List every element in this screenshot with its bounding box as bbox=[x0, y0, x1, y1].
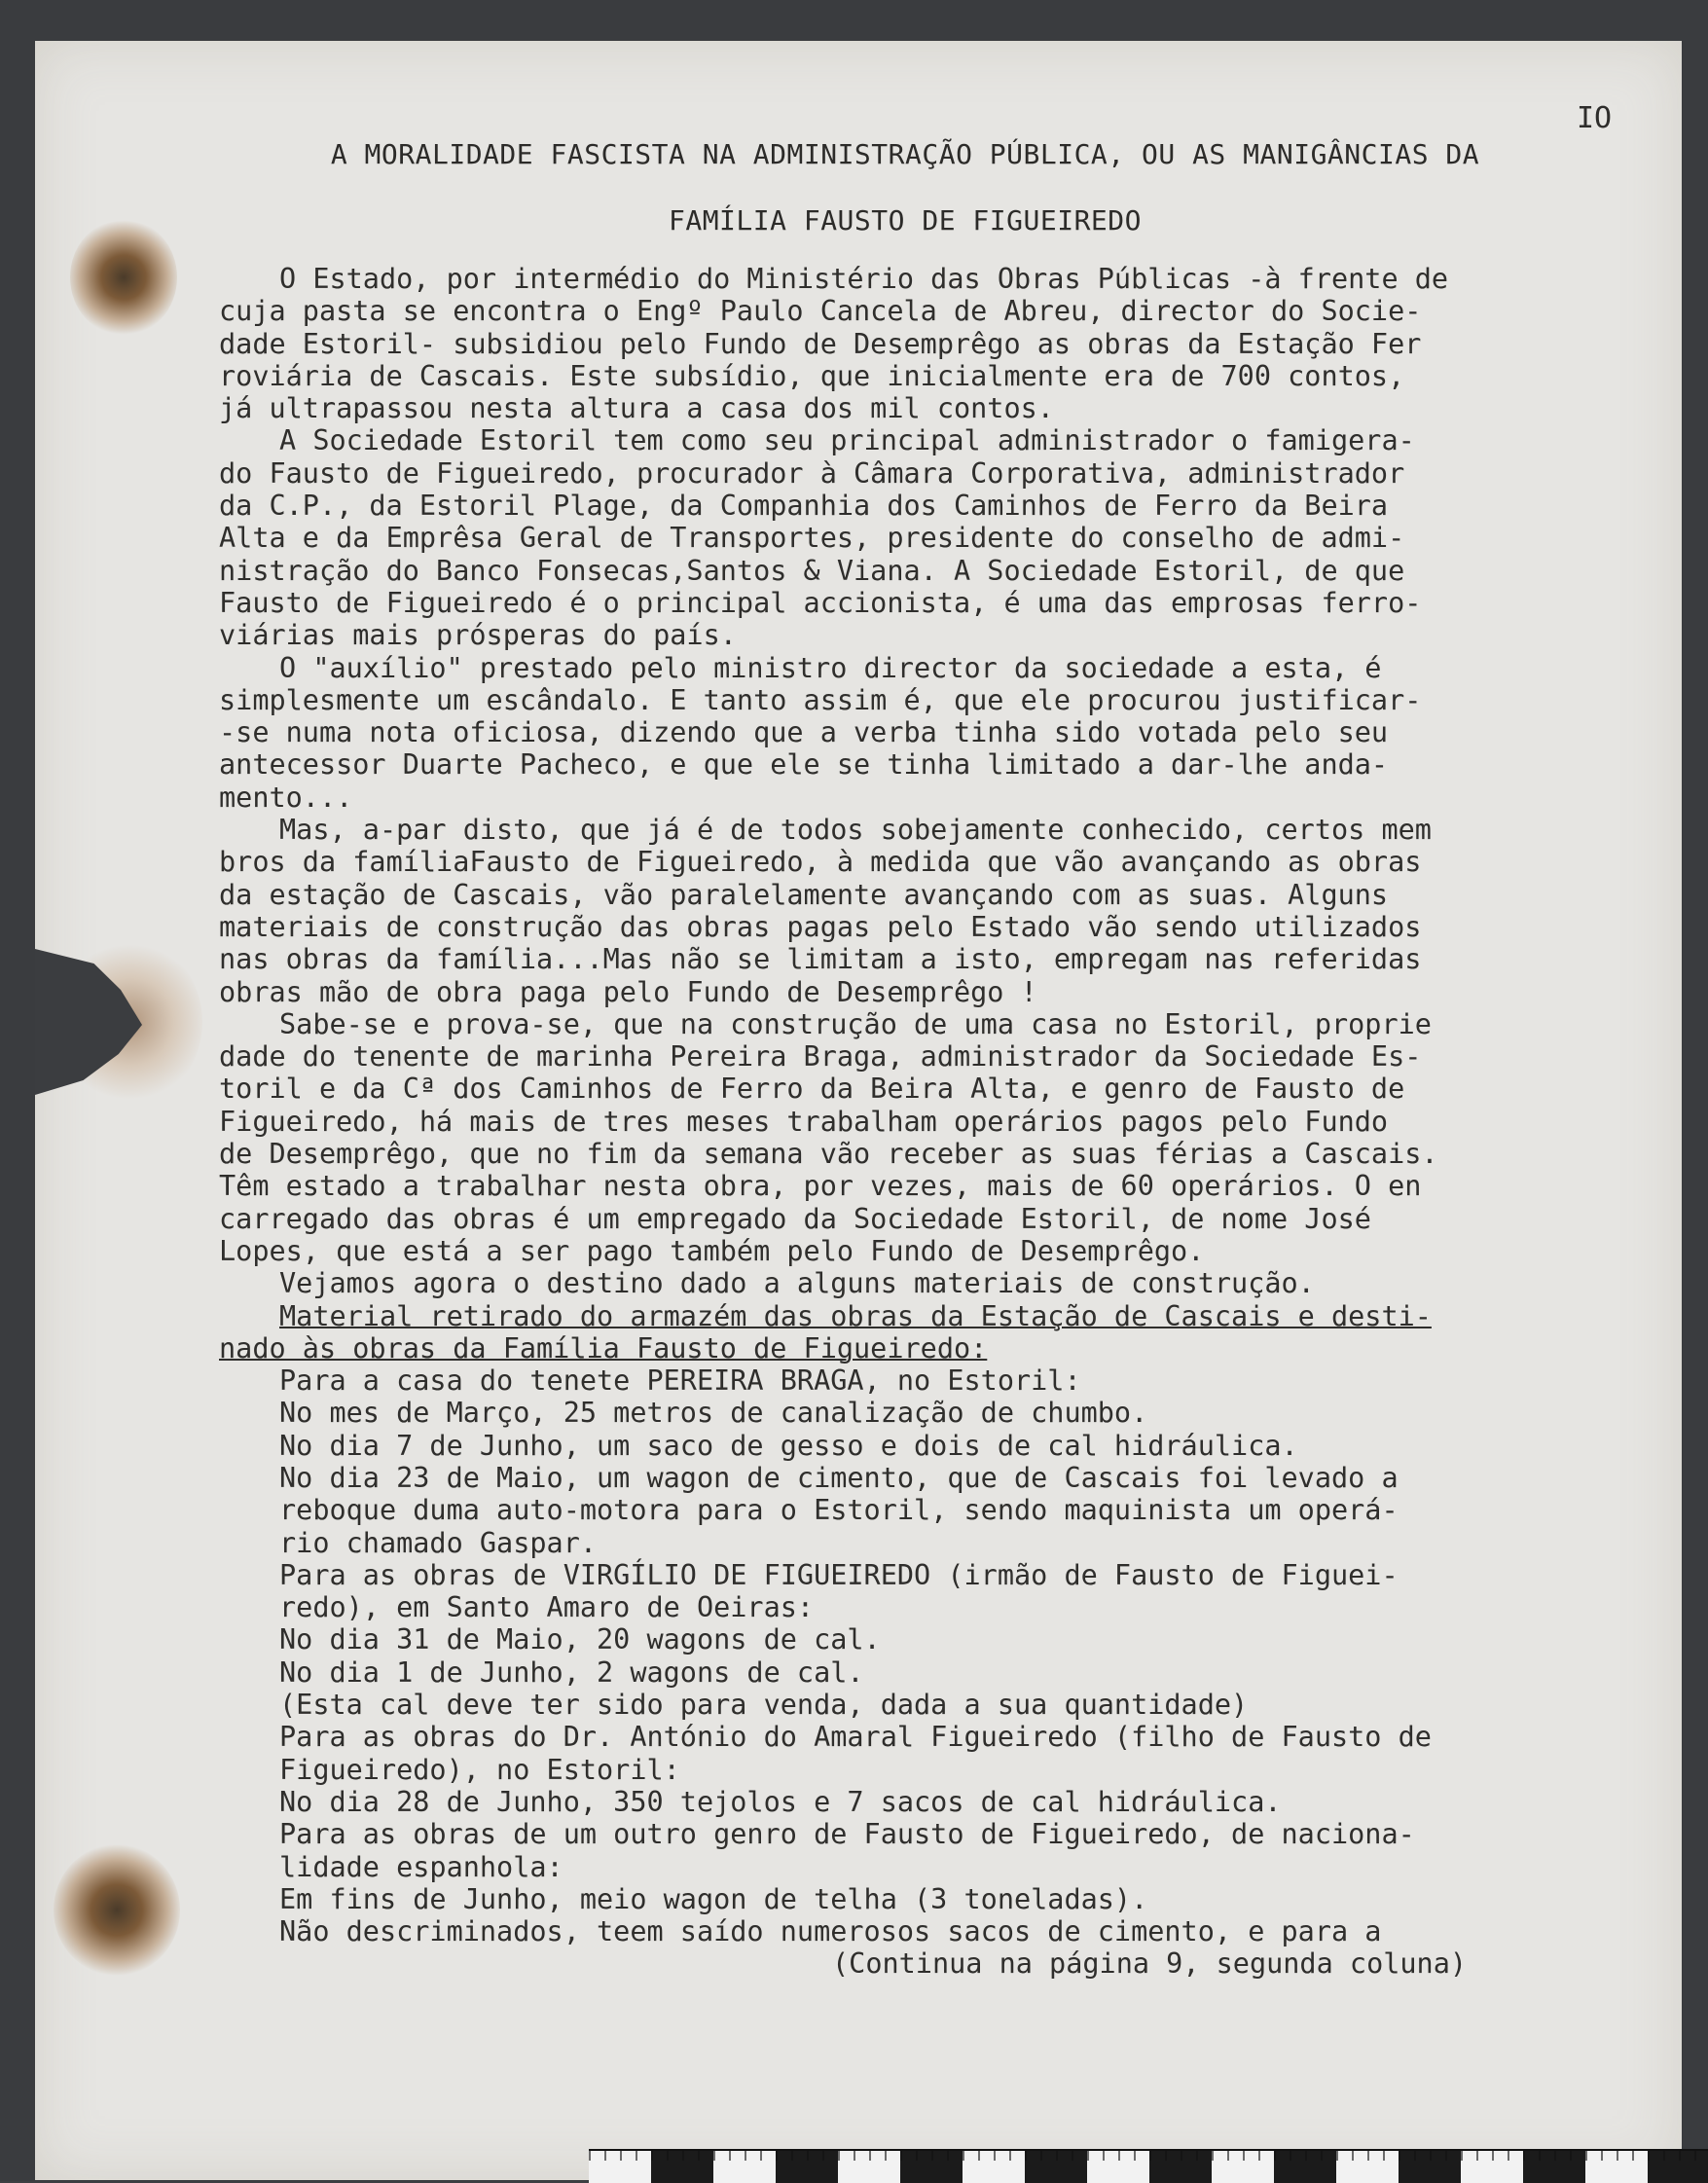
text-line: da C.P., da Estoril Plage, da Companhia dos Caminhos de Ferro da Beira bbox=[219, 490, 1389, 523]
text-line: Vejamos agora o destino dado a alguns materiais de construção. bbox=[279, 1267, 1315, 1300]
punch-hole-bottom bbox=[54, 1844, 180, 1976]
text-line: rio chamado Gaspar. bbox=[279, 1526, 598, 1559]
text-line: antecessor Duarte Pacheco, e que ele se tinha limitado a dar-lhe anda- bbox=[219, 748, 1389, 782]
text-line: viárias mais prósperas do país. bbox=[219, 619, 737, 652]
text-line: No dia 23 de Maio, um wagon de cimento, que de Cascais foi levado a bbox=[279, 1461, 1399, 1494]
text-line: Mas, a-par disto, que já é de todos sobejamente conhecido, certos mem bbox=[279, 814, 1432, 847]
text-line: materiais de construção das obras pagas pelo Estado vão sendo utilizados bbox=[219, 910, 1422, 943]
text-line: Fausto de Figueiredo é o principal accionista, é uma das emprosas ferro- bbox=[219, 586, 1422, 619]
text-line: Para as obras de VIRGÍLIO DE FIGUEIREDO (irmão de Fausto de Figuei- bbox=[279, 1558, 1399, 1591]
text-line: Para a casa do tenete PEREIRA BRAGA, no Estoril: bbox=[279, 1364, 1081, 1398]
text-line: redo), em Santo Amaro de Oeiras: bbox=[279, 1591, 815, 1624]
underlined-heading-line: Material retirado do armazém das obras da Estação de Cascais e desti- bbox=[279, 1299, 1432, 1332]
text-line: roviária de Cascais. Este subsídio, que inicialmente era de 700 contos, bbox=[219, 359, 1405, 392]
page-number: IO bbox=[1577, 101, 1613, 135]
text-line: No dia 31 de Maio, 20 wagons de cal. bbox=[279, 1623, 881, 1656]
text-line: No dia 1 de Junho, 2 wagons de cal. bbox=[279, 1655, 864, 1689]
text-line: dade Estoril- subsidiou pelo Fundo de Desemprêgo as obras da Estação Fer bbox=[219, 327, 1422, 360]
text-line: Alta e da Emprêsa Geral de Transportes, presidente do conselho de admi- bbox=[219, 522, 1405, 555]
text-line: (Esta cal deve ter sido para venda, dada a sua quantidade) bbox=[279, 1689, 1249, 1722]
text-line: cuja pasta se encontra o Engº Paulo Cancela de Abreu, director do Socie- bbox=[219, 295, 1422, 328]
text-line: de Desemprêgo, que no fim da semana vão receber as suas férias a Cascais. bbox=[219, 1138, 1438, 1171]
text-line: obras mão de obra paga pelo Fundo de Desemprêgo ! bbox=[219, 975, 1037, 1008]
text-line: toril e da Cª dos Caminhos de Ferro da Beira Alta, e genro de Fausto de bbox=[219, 1073, 1405, 1106]
text-line: O Estado, por intermédio do Ministério das Obras Públicas -à frente de bbox=[279, 263, 1449, 295]
text-line: A Sociedade Estoril tem como seu principal administrador o famigera- bbox=[279, 424, 1415, 457]
text-line: Para as obras de um outro genro de Fausto de Figueiredo, de naciona- bbox=[279, 1818, 1415, 1851]
text-line: reboque duma auto-motora para o Estoril, sendo maquinista um operá- bbox=[279, 1494, 1399, 1527]
text-line: nas obras da família...Mas não se limitam a isto, empregam nas referidas bbox=[219, 943, 1422, 976]
text-line: mento... bbox=[219, 781, 353, 814]
text-line: Sabe-se e prova-se, que na construção de uma casa no Estoril, proprie bbox=[279, 1007, 1432, 1040]
text-line: Para as obras do Dr. António do Amaral Figueiredo (filho de Fausto de bbox=[279, 1721, 1432, 1754]
title-line-2: FAMÍLIA FAUSTO DE FIGUEIREDO bbox=[668, 204, 1142, 236]
text-line: No mes de Março, 25 metros de canalização de chumbo. bbox=[279, 1397, 1148, 1430]
article-body bbox=[219, 263, 1640, 1981]
text-line: No dia 28 de Junho, 350 tejolos e 7 sacos de cal hidráulica. bbox=[279, 1785, 1282, 1818]
text-line: Lopes, que está a ser pago também pelo Fundo de Desemprêgo. bbox=[219, 1234, 1205, 1267]
text-line: Em fins de Junho, meio wagon de telha (3 toneladas). bbox=[279, 1882, 1148, 1915]
text-line: Figueiredo), no Estoril: bbox=[279, 1753, 680, 1786]
text-line: lidade espanhola: bbox=[279, 1850, 563, 1883]
text-line: O "auxílio" prestado pelo ministro director da sociedade a esta, é bbox=[279, 651, 1382, 684]
text-line: carregado das obras é um empregado da Sociedade Estoril, de nome José bbox=[219, 1202, 1371, 1235]
text-line: já ultrapassou nesta altura a casa dos mil contos. bbox=[219, 392, 1054, 425]
text-line: Não descriminados, teem saído numerosos sacos de cimento, e para a bbox=[279, 1915, 1382, 1948]
underlined-heading-line: nado às obras da Família Fausto de Figueiredo: bbox=[219, 1331, 988, 1364]
text-line: bros da famíliaFausto de Figueiredo, à medida que vão avançando as obras bbox=[219, 846, 1422, 879]
text-line: Figueiredo, há mais de tres meses trabalham operários pagos pelo Fundo bbox=[219, 1105, 1389, 1138]
punch-hole-top bbox=[70, 219, 177, 336]
text-line: dade do tenente de marinha Pereira Braga, administrador da Sociedade Es- bbox=[219, 1040, 1422, 1073]
text-line: simplesmente um escândalo. E tanto assim é, que ele procurou justificar- bbox=[219, 683, 1422, 716]
text-line: do Fausto de Figueiredo, procurador à Câmara Corporativa, administrador bbox=[219, 456, 1405, 490]
text-line: -se numa nota oficiosa, dizendo que a verba tinha sido votada pelo seu bbox=[219, 716, 1389, 749]
text-line: Têm estado a trabalhar nesta obra, por vezes, mais de 60 operários. O en bbox=[219, 1170, 1422, 1203]
title-line-1: A MORALIDADE FASCISTA NA ADMINISTRAÇÃO PÚBLICA, OU AS MANIGÂNCIAS DA bbox=[330, 138, 1480, 170]
text-line: da estação de Cascais, vão paralelamente avançando com as suas. Alguns bbox=[219, 878, 1389, 911]
text-line: nistração do Banco Fonsecas,Santos & Viana. A Sociedade Estoril, de que bbox=[219, 554, 1405, 587]
text-line: No dia 7 de Junho, um saco de gesso e dois de cal hidráulica. bbox=[279, 1429, 1298, 1462]
scale-ruler-ticks bbox=[589, 2149, 1708, 2161]
continuation-note: (Continua na página 9, segunda coluna) bbox=[832, 1947, 1468, 1981]
